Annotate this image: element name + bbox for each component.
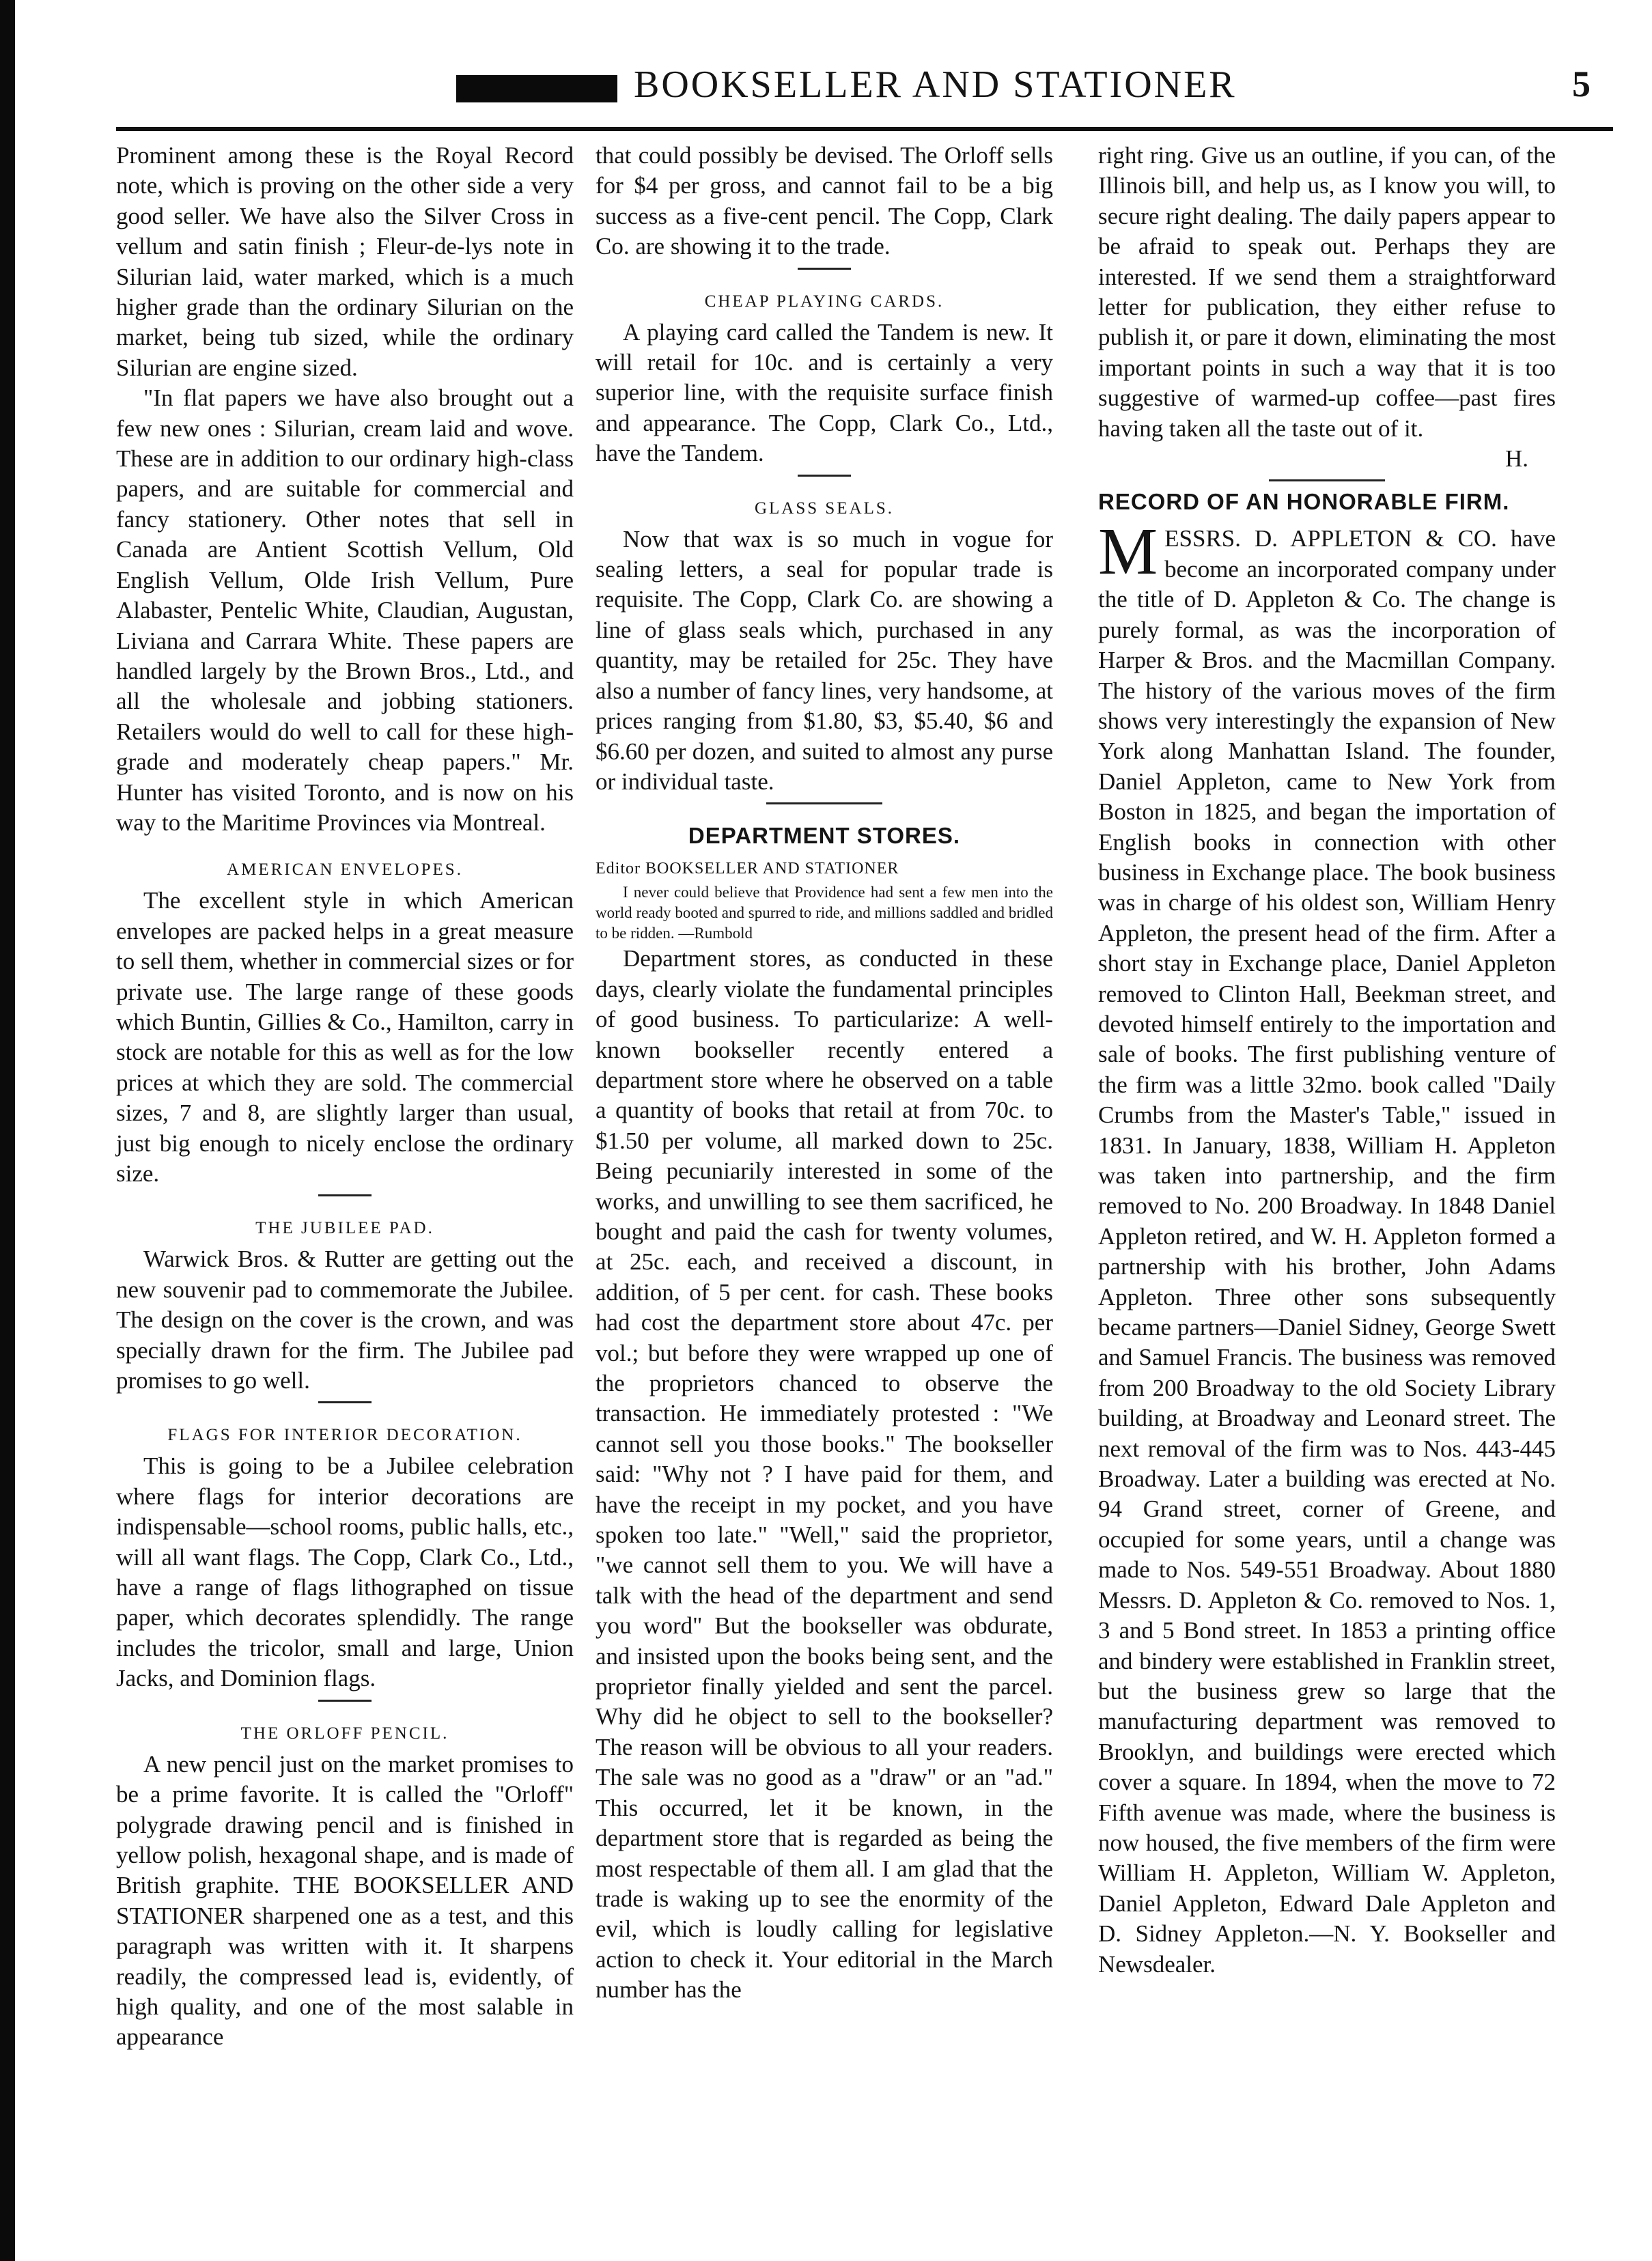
paragraph: Prominent among these is the Royal Record note, which is proving on the other side a very good seller. We have also the Silver Cross in vellum and satin finish ; Fleur-de-lys note in Silurian laid, water marked, which is a much higher grade than the ordinary Silurian on the market, being tub sized, while the ordinary Silurian are engine sized. (116, 142, 574, 381)
section-divider (798, 268, 851, 270)
header-rule (116, 127, 1613, 131)
section-heading: THE JUBILEE PAD. (255, 1219, 434, 1238)
paragraph-text: ESSRS. D. APPLETON & CO. have become an incorporated company under the title of D. Appleton & Co. The change is purely formal, as was the incorporation of Harper & Bros. and the Macmillan Company. The history of the various moves of the firm shows very interestingly the expansion of New York along Manhattan Island. The founder, Daniel Appleton, came to New York from Boston in 1825, and began the importation of English books in connection with other business in Exchange place. The book business was in charge of his oldest son, William Henry Appleton, the present head of the firm. After a short stay in Exchange place, Daniel Appleton removed to Clinton Hall, Beekman street, and devoted himself entirely to the importation and sale of books. The first publishing venture of the firm was a little 32mo. book called "Daily Crumbs from the Master's Table," issued in 1831. In January, 1838, William H. Appleton was taken into partnership, and the firm removed to No. 200 Broadway. In 1848 Daniel Appleton retired, and W. H. Appleton formed a partnership with his brother, John Adams Appleton. Three other sons subsequently became partners—Daniel Sidney, George Swett and Samuel Francis. The business was removed from 200 Broadway to the old Society Library building, at Broadway and Leonard street. The next removal of the firm was to Nos. 443-445 Broadway. Later a building was erected at No. 94 Grand street, corner of Greene, and occupied for some years, until a change was made to Nos. 549-551 Broadway. About 1880 Messrs. D. Appleton & Co. removed to Nos. 1, 3 and 5 Bond street. In 1853 a printing office and bindery were established in Franklin street, but the business grew so large that the manufacturing department was removed to Brooklyn, and buildings were erected which cover a square. In 1894, when the move to 72 Fifth avenue was made, where the business is now housed, the five members of the firm were William H. Appleton, William W. Appleton, Daniel Appleton, Edward Dale Appleton and D. Sidney Appleton.—N. Y. Bookseller and Newsdealer. (1098, 525, 1556, 1978)
paragraph: "In flat papers we have also brought out a few new ones : Silurian, cream laid and wove. These are in addition to our ordinary high-class papers, and are suitable for commercial and fancy stationery. Other notes that sell in Canada are Antient Scottish Vellum, Old English Vellum, Olde Irish Vellum, Pure Alabaster, Pentelic White, Claudian, Augustan, Liviana and Carrara White. These papers are handled largely by the Brown Bros., Ltd., and all the wholesale and jobbing stationers. Retailers would do well to call for these high-grade and moderately cheap papers." Mr. Hunter has visited Toronto, and is now on his way to the Maritime Provinces via Montreal. (116, 384, 574, 836)
paragraph: Department stores, as conducted in these days, clearly violate the fundamental principles of good business. To particularize: A well-known bookseller recently entered a department store where he observed on a table a quantity of books that retail at from 70c. to $1.50 per volume, all marked down to 25c. Being pecuniarily interested in some of the works, and unwilling to see them sacrificed, he bought and paid the cash for twenty volumes, at 25c. each, and received a discount, in addition, of 5 per cent. for cash. These books had cost the department store about 47c. per vol.; but before they were wrapped up one of the proprietors chanced to observe the transaction. He immediately protested : "We cannot sell you those books." The bookseller said: "Why not ? I have paid for them, and have the receipt in my pocket, and you have spoken too late." "Well," said the proprietor, "we cannot sell them to you. We will have a talk with the head of the department and send you word" But the bookseller was obdurate, and insisted upon the books being sent, and the proprietor finally yielded and sent the parcel. Why did he object to sell to the bookseller? The reason will be obvious to all your readers. The sale was no good as a "draw" or an "ad." This occurred, let it be known, in the department store that is regarded as being the most respectable of them all. I am glad that the trade is waking up to see the enormity of the evil, which is loudly calling for legislative action to check it. Your editorial in the March number has the (596, 945, 1053, 2004)
column-2 (596, 141, 1053, 2006)
page-binding-edge (0, 0, 15, 2261)
paragraph: right ring. Give us an outline, if you can, of the Illinois bill, and help us, as I know you will, to secure right dealing. The daily papers appear to be afraid to speak out. Perhaps they are interested. If we send them a straightforward letter for publication, they either refuse to publish it, or pare it down, eliminating the most important points in such a way that it is too suggestive of warmed-up coffee—past fires having taken all the taste out of it. (1098, 142, 1556, 442)
column-1 (116, 141, 574, 2053)
drop-cap: M (1098, 515, 1158, 589)
paragraph: that could possibly be devised. The Orloff sells for $4 per gross, and cannot fail to be a big success as a five-cent pencil. The Copp, Clark Co. are showing it to the trade. (596, 142, 1053, 260)
header-ink-block (456, 75, 617, 102)
paragraph (1098, 515, 1556, 1980)
article-heading: DEPARTMENT STORES. (688, 823, 961, 849)
article-heading: RECORD OF AN HONORABLE FIRM. (1098, 489, 1510, 515)
paragraph: A playing card called the Tandem is new. It will retail for 10c. and is certainly a very superior line, with the requisite surface finish and appearance. The Copp, Clark Co., Ltd., have the Tandem. (596, 318, 1053, 467)
signature: H. (1504, 445, 1528, 473)
epigraph-quote: I never could believe that Providence had sent a few men into the world ready booted and spurred to ride, and millions saddled and bridled to be ridden. —Rumbold (596, 884, 1053, 942)
section-divider (1269, 479, 1385, 481)
section-heading: GLASS SEALS. (754, 498, 895, 518)
section-heading: THE ORLOFF PENCIL. (240, 1724, 449, 1743)
section-divider (318, 1401, 372, 1403)
running-title: BOOKSELLER AND STATIONER (634, 64, 1237, 106)
section-heading: AMERICAN ENVELOPES. (227, 860, 463, 880)
letter-salutation: Editor BOOKSELLER AND STATIONER (596, 860, 899, 878)
page-number: 5 (1572, 64, 1591, 104)
column-3 (1098, 141, 1556, 1980)
paragraph: A new pencil just on the market promises to be a prime favorite. It is called the "Orloff" polygrade drawing pencil and is finished in yellow polish, hexagonal shape, and is made of British graphite. THE BOOKSELLER AND STATIONER sharpened one as a test, and this paragraph was written with it. It sharpens readily, the compressed lead is, evidently, of high quality, and one of the most salable in appearance (116, 1750, 574, 2051)
paragraph: Warwick Bros. & Rutter are getting out the new souvenir pad to commemorate the Jubilee. The design on the cover is the crown, and was specially drawn for the firm. The Jubilee pad promises to go well. (116, 1246, 574, 1394)
section-divider (766, 802, 882, 804)
section-heading: FLAGS FOR INTERIOR DECORATION. (167, 1426, 522, 1445)
section-heading: CHEAP PLAYING CARDS. (704, 292, 944, 311)
section-divider (318, 1700, 372, 1702)
paragraph: The excellent style in which American envelopes are packed helps in a great measure to sell them, whether in commercial sizes or for private use. The large range of these goods which Buntin, Gillies & Co., Hamilton, carry in stock are notable for this as well as for the low prices at which they are sold. The commercial sizes, 7 and 8, are slightly larger than usual, just big enough to nicely enclose the ordinary size. (116, 887, 574, 1187)
paragraph: This is going to be a Jubilee celebration where flags for interior decorations are indispensable—school rooms, public halls, etc., will all want flags. The Copp, Clark Co., Ltd., have a range of flags lithographed on tissue paper, which decorates splendidly. The range includes the tricolor, small and large, Union Jacks, and Dominion flags. (116, 1452, 574, 1692)
section-divider (798, 475, 851, 477)
paragraph: Now that wax is so much in vogue for sealing letters, a seal for popular trade is requisite. The Copp, Clark Co. are showing a line of glass seals which, purchased in any quantity, may be retailed for 25c. They have also a number of fancy lines, very handsome, at prices ranging from $1.80, $3, $5.40, $6 and $6.60 per dozen, and suited to almost any purse or individual taste. (596, 525, 1053, 795)
section-divider (318, 1194, 372, 1196)
